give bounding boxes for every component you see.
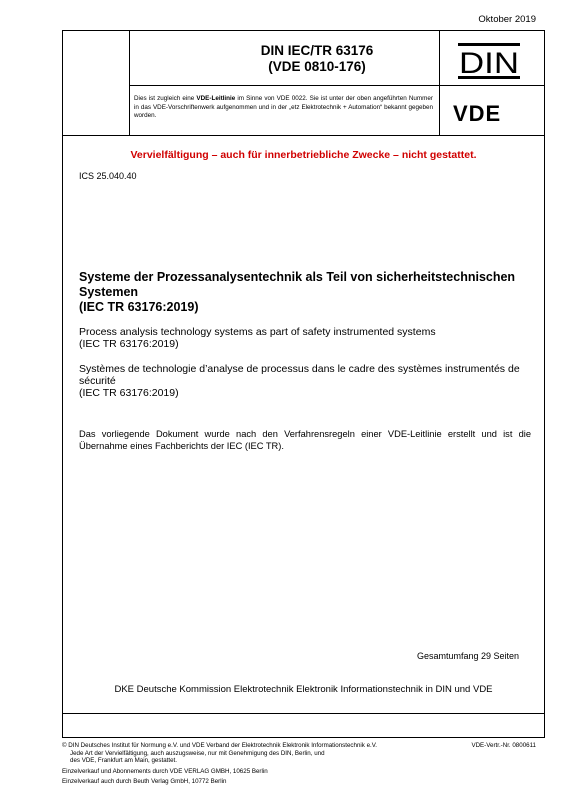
reproduction-notice: Vervielfältigung – auch für innerbetriebliche Zwecke – nicht gestattet. [130, 149, 477, 161]
copyright-notice [62, 742, 412, 765]
title-german-line3: (IEC TR 63176:2019) [79, 300, 199, 314]
title-french-line2: sécurité [79, 375, 116, 387]
notice-part2: im Sinne von VDE 0022. Sie ist unter der oben angeführten Nummer in das VDE-Vorschriftenwerk aufgenommen und in der „etz Elektrotechnik + Automation“ bekannt gegeben worden. [134, 95, 434, 119]
title-french [79, 363, 529, 399]
sales-info [62, 767, 268, 786]
header-divider-bottom [63, 135, 544, 136]
standard-number: DIN IEC/TR 63176 [260, 43, 374, 58]
copyright-line3: des VDE, Frankfurt am Main, gestattet. [70, 757, 177, 765]
document-description: Das vorliegende Dokument wurde nach den Verfahrensregeln einer VDE-Leitlinie erstellt und ist die Übernahme eines Fachberichts der IEC (IEC TR). [79, 429, 531, 451]
total-pages: Gesamtumfang 29 Seiten [416, 651, 519, 661]
din-logo [455, 41, 525, 86]
sales-info-vde: Einzelverkauf und Abonnements durch VDE VERLAG GMBH, 10625 Berlin [62, 768, 268, 775]
din-logo-text: DIN [459, 47, 519, 80]
title-english-line1: Process analysis technology systems as part of safety instrumented systems [79, 326, 436, 338]
title-german [79, 270, 529, 315]
vde-number: (VDE 0810-176) [268, 59, 366, 74]
title-french-line1: Systèmes de technologie d’analyse de processus dans le cadre des systèmes instrumentés de [79, 363, 520, 375]
vde-order-number: VDE-Vertr.-Nr. 0800611 [471, 742, 536, 749]
vde-guideline-notice [134, 95, 433, 121]
notice-part1: Dies ist zugleich eine [134, 95, 197, 102]
title-french-line3: (IEC TR 63176:2019) [79, 387, 179, 399]
title-german-line2: Systemen [79, 285, 139, 299]
copyright-line1: © DIN Deutsches Institut für Normung e.V. und VDE Verband der Elektrotechnik Elektronik Informationstechnik e.V. [62, 742, 378, 749]
vde-logo: VDE [453, 101, 502, 126]
notice-bold: VDE-Leitlinie [196, 95, 236, 102]
footer-divider [63, 713, 544, 714]
copyright-line2: Jede Art der Vervielfältigung, auch auszugsweise, nur mit Genehmigung des DIN, Berlin, und [70, 749, 325, 757]
dke-commission: DKE Deutsche Kommission Elektrotechnik Elektronik Informationstechnik in DIN und VDE [114, 684, 493, 695]
title-english-line2: (IEC TR 63176:2019) [79, 338, 179, 350]
title-german-line1: Systeme der Prozessanalysentechnik als Teil von sicherheitstechnischen [79, 270, 516, 284]
ics-code: ICS 25.040.40 [79, 171, 137, 181]
standard-number-block [129, 43, 505, 75]
title-english [79, 326, 529, 350]
cover-frame [62, 30, 545, 738]
publication-date: Oktober 2019 [478, 14, 536, 25]
din-logo-graphic [455, 41, 525, 81]
sales-info-beuth: Einzelverkauf auch durch Beuth Verlag GmbH, 10772 Berlin [62, 777, 227, 785]
